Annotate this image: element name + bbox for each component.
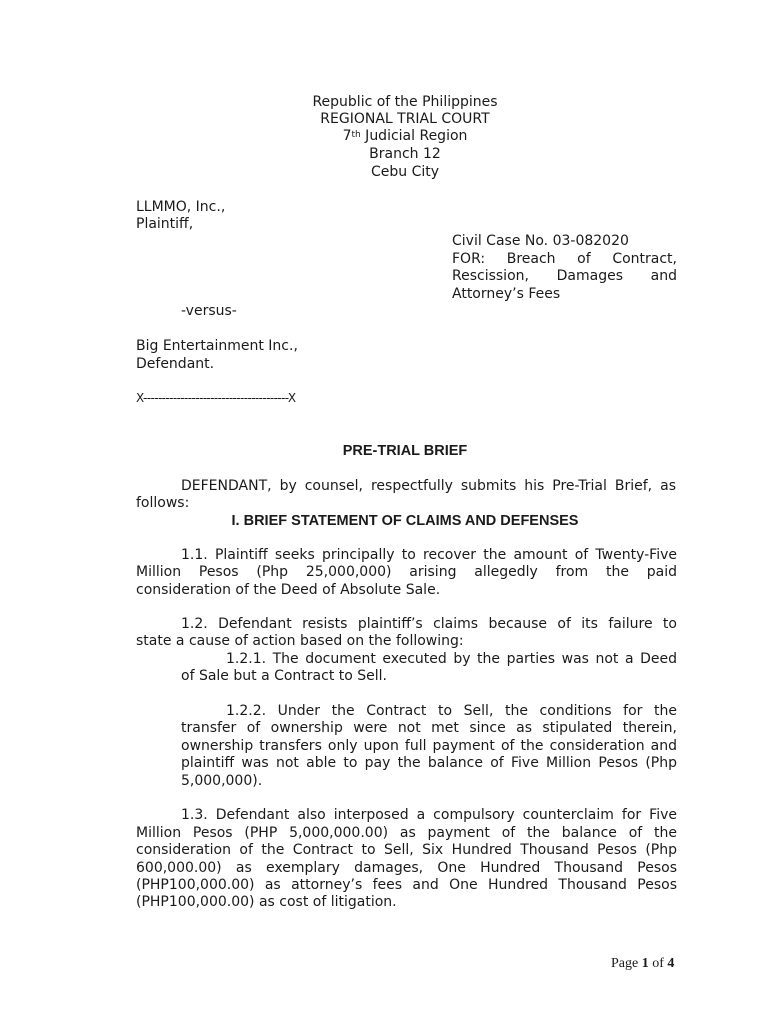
case-for-line2: Rescission, Damages and <box>452 268 677 284</box>
para-1-2-1-line1: 1.2.1. The document executed by the parties was not a Deed <box>226 651 677 667</box>
intro-line2: follows: <box>136 495 190 511</box>
para-1-3-line1: 1.3. Defendant also interposed a compulsory counterclaim for Five <box>181 807 677 823</box>
page-of: of <box>652 956 664 971</box>
header-republic: Republic of the Philippines <box>312 94 498 110</box>
plaintiff-label: Plaintiff, <box>136 216 194 232</box>
para-1-3-line6: (PHP100,000.00) as cost of litigation. <box>136 894 397 910</box>
para-1-2-2-line5: 5,000,000). <box>181 773 263 789</box>
defendant-name: Big Entertainment Inc., <box>136 338 298 354</box>
para-1-2-2-line3: ownership transfers only upon full payment of the consideration and <box>181 738 677 754</box>
case-for-line1: FOR: Breach of Contract, <box>452 251 677 267</box>
intro-line1: DEFENDANT, by counsel, respectfully submits his Pre-Trial Brief, as <box>181 478 676 494</box>
para-1-2-1-line2: of Sale but a Contract to Sell. <box>181 668 388 684</box>
header-court: REGIONAL TRIAL COURT <box>320 111 490 127</box>
page-total: 4 <box>667 956 675 971</box>
para-1-3-line3: consideration of the Contract to Sell, Six Hundred Thousand Pesos (Php <box>136 842 677 858</box>
plaintiff-name: LLMMO, Inc., <box>136 199 226 215</box>
page-current: 1 <box>641 956 649 971</box>
para-1-3-line2: Million Pesos (PHP 5,000,000.00) as payment of the balance of the <box>136 825 677 841</box>
page-number <box>611 956 674 972</box>
caption-separator: X---------------------------------------X <box>136 391 296 405</box>
para-1-3-line5: (PHP100,000.00) as attorney’s fees and One Hundred Thousand Pesos <box>136 877 677 893</box>
region-text: Judicial Region <box>360 128 468 144</box>
case-number: Civil Case No. 03-082020 <box>452 233 629 249</box>
para-1-3-line4: 600,000.00) as exemplary damages, One Hundred Thousand Pesos <box>136 860 677 876</box>
region-number: 7 <box>342 128 352 144</box>
header-city: Cebu City <box>370 164 440 180</box>
page-word: Page <box>611 956 639 971</box>
document-title: PRE-TRIAL BRIEF <box>342 443 468 459</box>
versus: -versus- <box>181 303 237 319</box>
para-1-2-line2: state a cause of action based on the following: <box>136 633 464 649</box>
para-1-1-line2: Million Pesos (Php 25,000,000) arising allegedly from the paid <box>136 564 677 580</box>
para-1-2-2-line1: 1.2.2. Under the Contract to Sell, the conditions for the <box>226 703 677 719</box>
para-1-2-2-line4: plaintiff was not able to pay the balance of Five Million Pesos (Php <box>181 755 677 771</box>
region-suffix: th <box>351 130 361 140</box>
case-for-line3: Attorney’s Fees <box>452 286 561 302</box>
para-1-1-line3: consideration of the Deed of Absolute Sale. <box>136 582 441 598</box>
header-region <box>0 128 768 145</box>
para-1-2-2-line2: transfer of ownership were not met since as stipulated therein, <box>181 720 677 736</box>
header-branch: Branch 12 <box>369 146 441 162</box>
para-1-1-line1: 1.1. Plaintiff seeks principally to recover the amount of Twenty-Five <box>181 547 677 563</box>
defendant-label: Defendant. <box>136 356 215 372</box>
para-1-2-line1: 1.2. Defendant resists plaintiff’s claims because of its failure to <box>181 616 677 632</box>
section-heading-claims-defenses: I. BRIEF STATEMENT OF CLAIMS AND DEFENSES <box>231 513 579 529</box>
